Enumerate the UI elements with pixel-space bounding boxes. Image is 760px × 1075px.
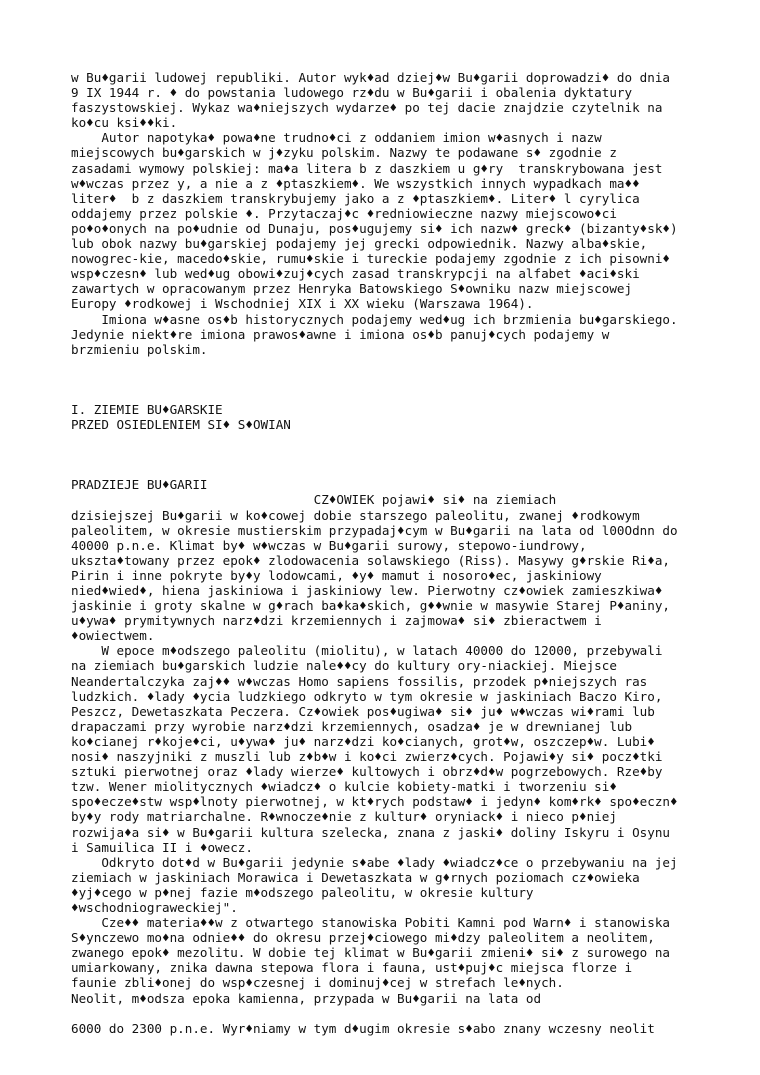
text-line: jaskinie i groty skalne w g♦rach ba♦ka♦skich, g♦♦wnie w masywie Starej P♦aniny, (71, 598, 670, 614)
chapter-title-line: I. ZIEMIE BU♦GARSKIE (71, 401, 223, 417)
text-line: ♦owiectwem. (71, 628, 155, 644)
text-line: W epoce m♦odszego paleolitu (miolitu), w latach 40000 do 12000, przebywali (71, 643, 663, 659)
text-line: nowogrec-kie, macedo♦skie, rumu♦skie i tureckie podajemy zgodnie z ich pisowni♦ (71, 251, 670, 267)
text-line: Cze♦♦ materia♦♦w z otwartego stanowiska Pobiti Kamni pod Warn♦ i stanowiska (71, 915, 670, 931)
text-line: Autor napotyka♦ powa♦ne trudno♦ci z oddaniem imion w♦asnych i nazw (71, 130, 602, 146)
text-line: ko♦cu ksi♦♦ki. (71, 115, 178, 131)
text-line: i Samuilica II i ♦owecz. (71, 839, 253, 855)
text-line: Neandertalczyka zaj♦♦ w♦wczas Homo sapiens fossilis, przodek p♦niejszych ras (71, 673, 648, 689)
text-line: umiarkowany, znika dawna stepowa flora i fauna, ust♦puj♦c miejsca florze i (71, 960, 633, 976)
text-line: Pirin i inne pokryte by♦y lodowcami, ♦y♦ mamut i nosoro♦ec, jaskiniowy (71, 567, 602, 583)
text-line: miejscowych bu♦garskich w j♦zyku polskim. Nazwy te podawane s♦ zgodnie z (71, 145, 617, 161)
text-line: ludzkich. ♦lady ♦ycia ludzkiego odkryto w tym okresie w jaskiniach Baczo Kiro, (71, 688, 663, 704)
text-line: lub obok nazwy bu♦garskiej podajemy jej grecki odpowiednik. Nazwy alba♦skie, (71, 236, 648, 252)
text-line: S♦ynczewo mo♦na odnie♦♦ do okresu przej♦ciowego mi♦dzy paleolitem a neolitem, (71, 930, 655, 946)
text-line: ♦yj♦cego w p♦nej fazie m♦odszego paleolitu, w okresie kultury (71, 884, 534, 900)
text-line: spo♦ecze♦stw wsp♦lnoty pierwotnej, w kt♦rych podstaw♦ i jedyn♦ kom♦rk♦ spo♦eczn♦ (71, 794, 678, 810)
document-page (71, 70, 731, 1036)
text-line: dzisiejszej Bu♦garii w ko♦cowej dobie starszego paleolitu, zwanej ♦rodkowym (71, 507, 640, 523)
text-line: Europy ♦rodkowej i Wschodniej XIX i XX wieku (Warszawa 1964). (71, 296, 534, 312)
text-line: Jedynie niekt♦re imiona prawos♦awne i imiona os♦b panuj♦cych podajemy w (71, 326, 610, 342)
text-line: CZ♦OWIEK pojawi♦ si♦ na ziemiach (71, 492, 557, 508)
text-line: tzw. Wener miolitycznych ♦wiadcz♦ o kulcie kobiety-matki i tworzeniu si♦ (71, 779, 617, 795)
text-line: ukszta♦towany przez epok♦ zlodowacenia solawskiego (Riss). Masywy g♦rskie Ri♦a, (71, 552, 670, 568)
text-line: zawartych w opracowanym przez Henryka Batowskiego S♦owniku nazw miejscowej (71, 281, 633, 297)
text-line-final: 6000 do 2300 p.n.e. Wyr♦niamy w tym d♦ugim okresie s♦abo znany wczesny neolit (71, 1020, 655, 1036)
text-line: zwanego epok♦ mezolitu. W dobie tej klimat w Bu♦garii zmieni♦ si♦ z surowego na (71, 945, 670, 961)
text-line: drapaczami przy wyrobie narz♦dzi krzemiennych, osadza♦ je w drewnianej lub (71, 718, 633, 734)
text-line: ko♦cianej r♦koje♦ci, u♦ywa♦ ju♦ narz♦dzi ko♦cianych, grot♦w, oszczep♦w. Lubi♦ (71, 733, 655, 749)
section-block (71, 477, 731, 1005)
text-line: sztuki pierwotnej oraz ♦lady wierze♦ kultowych i obrz♦d♦w pogrzebowych. Rze♦by (71, 764, 663, 780)
text-line: po♦o♦onych na po♦udnie od Dunaju, pos♦ugujemy si♦ ich nazw♦ greck♦ (bizanty♦sk♦) (71, 220, 678, 236)
text-line: ♦wschodniograweckiej". (71, 899, 238, 915)
text-line: Neolit, m♦odsza epoka kamienna, przypada w Bu♦garii na lata od (71, 990, 542, 1006)
section-title: PRADZIEJE BU♦GARII (71, 477, 208, 493)
text-line: w Bu♦garii ludowej republiki. Autor wyk♦ad dziej♦w Bu♦garii doprowadzi♦ do dnia (71, 70, 670, 85)
text-line: oddajemy przez polskie ♦. Przytaczaj♦c ♦redniowieczne nazwy miejscowo♦ci (71, 205, 617, 221)
text-line: w♦wczas przez y, a nie a z ♦ptaszkiem♦. We wszystkich innych wypadkach ma♦♦ (71, 175, 640, 191)
text-line: by♦y rody matriarchalne. R♦wnocze♦nie z kultur♦ oryniack♦ i nieco p♦niej (71, 809, 617, 825)
text-line: Imiona w♦asne os♦b historycznych podajemy wed♦ug ich brzmienia bu♦garskiego. (71, 311, 678, 327)
text-line: faunie zbli♦onej do wsp♦czesnej i dominuj♦cej w strefach le♦nych. (71, 975, 564, 991)
text-line: brzmieniu polskim. (71, 341, 208, 357)
intro-text (71, 70, 731, 357)
text-line: 40000 p.n.e. Klimat by♦ w♦wczas w Bu♦garii surowy, stepowo-iundrowy, (71, 537, 587, 553)
text-line: zasadami wymowy polskiej: ma♦a litera b z daszkiem u g♦ry transkrybowana jest (71, 160, 663, 176)
text-line: nied♦wied♦, hiena jaskiniowa i jaskiniowy lew. Pierwotny cz♦owiek zamieszkiwa♦ (71, 583, 663, 598)
text-line: liter♦ b z daszkiem transkrybujemy jako a z ♦ptaszkiem♦. Liter♦ l cyrylica (71, 190, 640, 206)
text-line: wsp♦czesn♦ lub wed♦ug obowi♦zuj♦cych zasad transkrypcji na alfabet ♦aci♦ski (71, 266, 640, 282)
text-line: ziemiach w jaskiniach Morawica i Dewetaszkata w g♦rnych poziomach cz♦owieka (71, 869, 640, 885)
text-line: nosi♦ naszyjniki z muszli lub z♦b♦w i ko♦ci zwierz♦cych. Pojawi♦y si♦ pocz♦tki (71, 749, 663, 765)
text-line: u♦ywa♦ prymitywnych narz♦dzi krzemiennych i zajmowa♦ si♦ zbieractwem i (71, 613, 602, 629)
text-line: faszystowskiej. Wykaz wa♦niejszych wydarze♦ po tej dacie znajdzie czytelnik na (71, 100, 663, 116)
text-line: Odkryto dot♦d w Bu♦garii jedynie s♦abe ♦lady ♦wiadcz♦ce o przebywaniu na jej (71, 854, 678, 870)
text-line: 9 IX 1944 r. ♦ do powstania ludowego rz♦du w Bu♦garii i obalenia dyktatury (71, 85, 633, 101)
chapter-subtitle-line: PRZED OSIEDLENIEM SI♦ S♦OWIAN (71, 417, 291, 433)
text-line: na ziemiach bu♦garskich ludzie nale♦♦cy do kultury ory-niackiej. Miejsce (71, 658, 617, 674)
text-line: paleolitem, w okresie mustierskim przypadaj♦cym w Bu♦garii na lata od l00Odnn do (71, 522, 678, 538)
chapter-heading (71, 402, 731, 432)
text-line: rozwija♦a si♦ w Bu♦garii kultura szelecka, znana z jaski♦ doliny Iskyru i Osynu (71, 824, 670, 840)
text-line: Peszcz, Dewetaszkata Peczera. Cz♦owiek pos♦ugiwa♦ si♦ ju♦ w♦wczas wi♦rami lub (71, 703, 655, 719)
